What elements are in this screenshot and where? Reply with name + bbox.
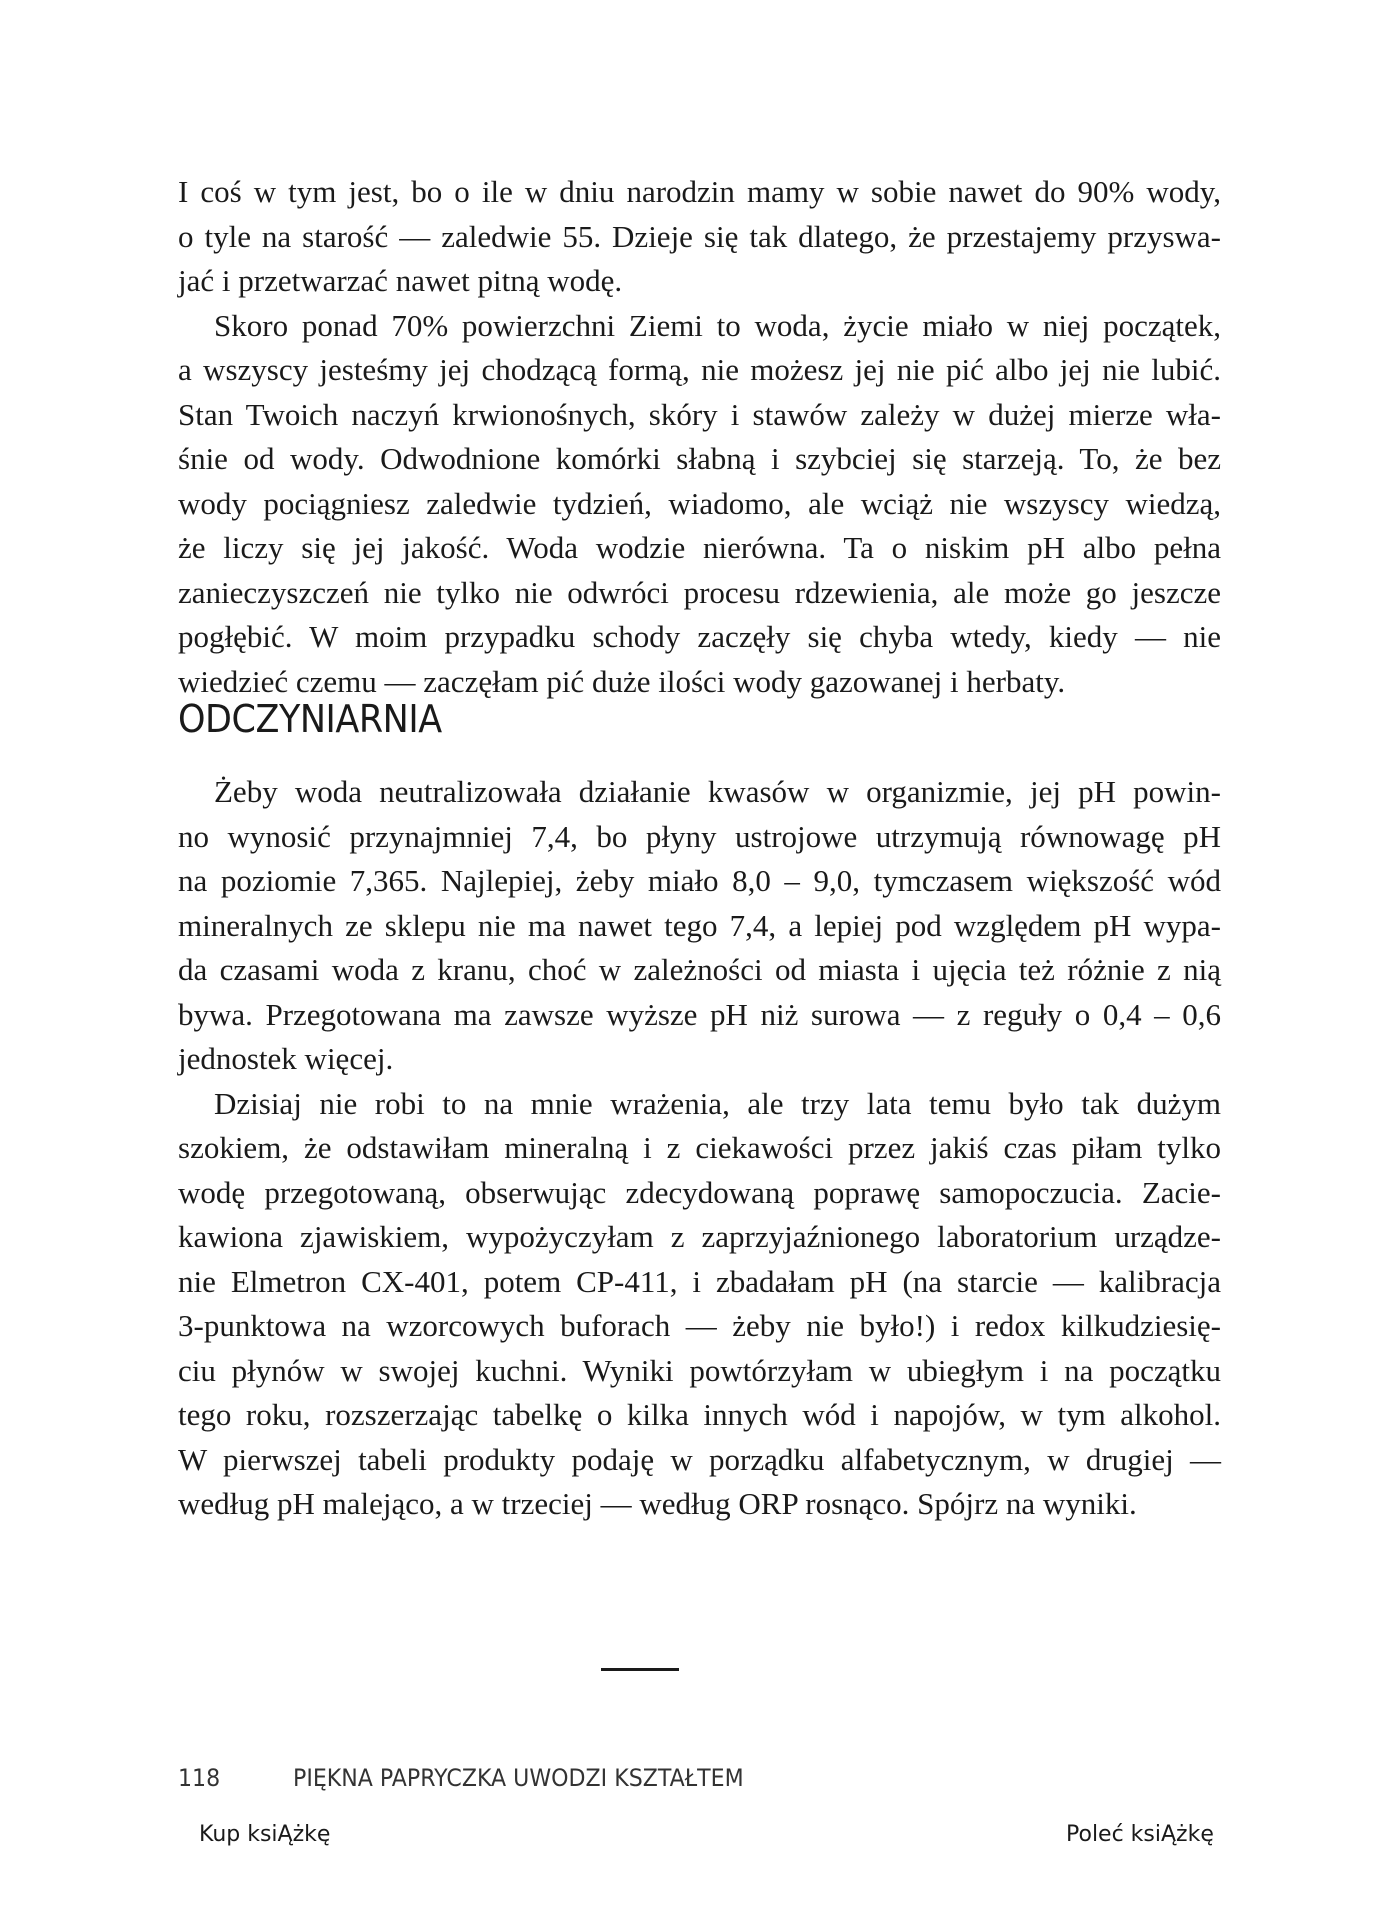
paragraph-4	[178, 1082, 1221, 1527]
text-line: W pierwszej tabeli produkty podaję w porządku alfabetycznym, w drugiej —	[178, 1441, 1221, 1477]
text-line: jednostek więcej.	[178, 1041, 394, 1076]
paragraph-2	[178, 304, 1221, 705]
text-line: kawiona zjawiskiem, wypożyczyłam z zaprzyjaźnionego laboratorium urządze-	[178, 1219, 1221, 1254]
section-heading: ODCZYNIARNIA	[178, 697, 442, 741]
text-line: według pH malejąco, a w trzeciej — według ORP rosnąco. Spójrz na wyniki.	[178, 1486, 1137, 1521]
text-line: mineralnych ze sklepu nie ma nawet tego 7,4, a lepiej pod względem pH wypa-	[178, 907, 1221, 943]
text-line: zanieczyszczeń nie tylko nie odwróci procesu rdzewienia, ale może go jeszcze	[178, 574, 1221, 610]
divider-rule	[601, 1668, 679, 1671]
running-title: PIĘKNA PAPRYCZKA UWODZI KSZTAŁTEM	[293, 1764, 744, 1792]
text-line: tego roku, rozszerzając tabelkę o kilka innych wód i napojów, w tym alkohol.	[178, 1397, 1221, 1432]
text-line: Skoro ponad 70% powierzchni Ziemi to woda, życie miało w niej początek,	[214, 307, 1221, 343]
body-text-top	[178, 170, 1221, 704]
text-line: Dzisiaj nie robi to na mnie wrażenia, ale trzy lata temu było tak dużym	[214, 1085, 1221, 1121]
paragraph-1	[178, 170, 1221, 304]
text-line: wodę przegotowaną, obserwując zdecydowaną poprawę samopoczucia. Zacie-	[178, 1174, 1221, 1210]
text-line: a wszyscy jesteśmy jej chodzącą formą, nie możesz jej nie pić albo jej nie lubić.	[178, 352, 1221, 387]
text-line: Stan Twoich naczyń krwionośnych, skóry i stawów zależy w dużej mierze wła-	[178, 396, 1221, 432]
paragraph-3	[178, 770, 1221, 1082]
text-line: nie Elmetron CX-401, potem CP-411, i zbadałam pH (na starcie — kalibracja	[178, 1263, 1221, 1299]
text-line: o tyle na starość — zaledwie 55. Dzieje się tak dlatego, że przestajemy przyswa-	[178, 218, 1221, 254]
text-line: Żeby woda neutralizowała działanie kwasów w organizmie, jej pH powin-	[214, 774, 1221, 809]
text-line: I coś w tym jest, bo o ile w dniu narodzin mamy w sobie nawet do 90% wody,	[178, 174, 1221, 209]
body-text-bottom	[178, 770, 1221, 1527]
text-line: że liczy się jej jakość. Woda wodzie nierówna. Ta o niskim pH albo pełna	[178, 530, 1221, 565]
text-line: wody pociągniesz zaledwie tydzień, wiadomo, ale wciąż nie wszyscy wiedzą,	[178, 485, 1221, 521]
text-line: da czasami woda z kranu, choć w zależności od miasta i ujęcia też różnie z nią	[178, 952, 1221, 987]
text-line: jać i przetwarzać nawet pitną wodę.	[178, 263, 623, 298]
text-line: 3-punktowa na wzorcowych buforach — żeby nie było!) i redox kilkudziesię-	[178, 1308, 1221, 1343]
text-line: na poziomie 7,365. Najlepiej, żeby miało 8,0 – 9,0, tymczasem większość wód	[178, 863, 1221, 898]
buy-book-link[interactable]: Kup ksiĄżkę	[199, 1822, 331, 1847]
text-line: śnie od wody. Odwodnione komórki słabną i szybciej się starzeją. To, że bez	[178, 441, 1221, 476]
text-line: bywa. Przegotowana ma zawsze wyższe pH niż surowa — z reguły o 0,4 – 0,6	[178, 996, 1221, 1032]
text-line: wiedzieć czemu — zaczęłam pić duże ilości wody gazowanej i herbaty.	[178, 663, 1066, 699]
page-number: 118	[178, 1764, 221, 1792]
text-line: ciu płynów w swojej kuchni. Wyniki powtórzyłam w ubiegłym i na początku	[178, 1352, 1221, 1388]
text-line: no wynosić przynajmniej 7,4, bo płyny ustrojowe utrzymują równowagę pH	[178, 818, 1221, 854]
rate-book-link[interactable]: Poleć ksiĄżkę	[1066, 1822, 1214, 1847]
text-line: pogłębić. W moim przypadku schody zaczęły się chyba wtedy, kiedy — nie	[178, 619, 1221, 654]
text-line: szokiem, że odstawiłam mineralną i z ciekawości przez jakiś czas piłam tylko	[178, 1130, 1221, 1165]
